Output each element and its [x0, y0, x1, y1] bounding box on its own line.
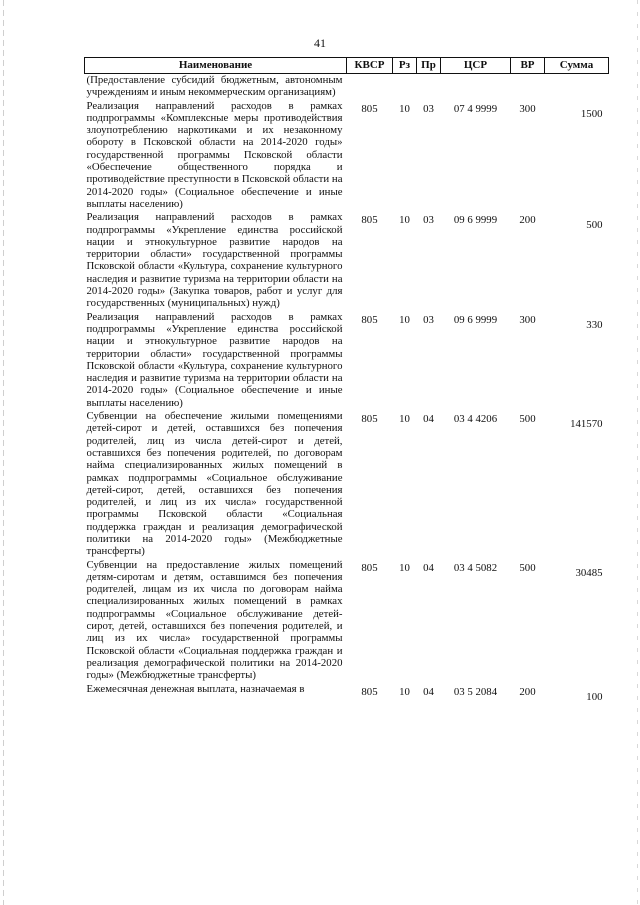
table-row [85, 100, 609, 212]
table-row [85, 211, 609, 310]
row-vr: 200 [519, 685, 536, 698]
row-pr: 03 [423, 313, 434, 326]
row-vr: 300 [519, 313, 536, 326]
row-name: Реализация направлений расходов в рамках подпрограммы «Комплексные меры противодействия злоупотреблению наркотиками и их незаконному обороту в Псковской области на 2014-2020 годы» государственной программы Псковской области «Обеспечение общественного порядка и противодействие преступности в Псковской области на 2014-2020 годы» (Социальное обеспечение и иные выплаты населению) [86, 99, 343, 210]
row-rz [393, 74, 417, 100]
row-name: Реализация направлений расходов в рамках подпрограммы «Укрепление единства российской нации и этнокультурное развитие народов на территории области» государственной программы Псковской области «Культура, сохранение культурного наследия и развитие туризма на территории области на 2014-2020 годы» (Закупка товаров, работ и услуг для государственных (муниципальных) нужд) [86, 211, 343, 310]
row-csr: 07 4 9999 [453, 102, 498, 115]
scan-right-edge [637, 0, 638, 905]
row-rz: 10 [399, 313, 410, 326]
row-pr: 04 [423, 685, 434, 698]
row-rz: 10 [399, 102, 410, 115]
row-csr: 03 4 4206 [453, 413, 498, 426]
row-name: Ежемесячная денежная выплата, назначаемая в [86, 682, 305, 695]
row-kvsr: 805 [361, 561, 378, 574]
row-name: Субвенции на предоставление жилых помещений детям-сиротам и детям, оставшимся без попечения родителей, лицам из их числа по договорам найма специализированных жилых помещений в рамках подпрограммы «Социальное обслуживание детей-сирот, детей, оставшихся без попечения родителей, и лиц из их числа» государственной программы Псковской области «Социальная поддержка граждан и реализация демографической политики на 2014-2020 годы» (Межбюджетные трансферты) [86, 558, 343, 682]
row-sum: 30485 [575, 566, 603, 579]
table-row [85, 559, 609, 683]
row-rz: 10 [399, 561, 410, 574]
row-sum [545, 74, 609, 100]
scan-left-edge [3, 0, 4, 905]
row-kvsr [347, 74, 393, 100]
row-rz: 10 [399, 214, 410, 227]
header-vr: ВР [511, 58, 545, 74]
row-rz: 10 [399, 685, 410, 698]
row-name: Реализация направлений расходов в рамках подпрограммы «Укрепление единства российской нации и этнокультурное развитие народов на территории области» государственной программы Псковской области «Культура, сохранение культурного наследия и развитие туризма на территории области на 2014-2020 годы» (Социальное обеспечение и иные выплаты населению) [86, 310, 343, 409]
row-kvsr: 805 [361, 685, 378, 698]
header-name: Наименование [85, 58, 347, 74]
row-csr: 09 6 9999 [453, 313, 498, 326]
row-pr [417, 74, 441, 100]
table-row [85, 74, 609, 100]
page-number: 41 [314, 36, 326, 50]
row-sum: 330 [586, 318, 603, 331]
row-sum: 500 [586, 219, 603, 232]
header-rz: Рз [393, 58, 417, 74]
row-vr: 500 [519, 413, 536, 426]
row-csr [441, 74, 511, 100]
header-kvsr: КВСР [347, 58, 393, 74]
row-vr [511, 74, 545, 100]
header-pr: Пр [417, 58, 441, 74]
row-kvsr: 805 [361, 102, 378, 115]
table-header-row [85, 58, 609, 74]
row-kvsr: 805 [361, 413, 378, 426]
header-sum: Сумма [545, 58, 609, 74]
row-pr: 03 [423, 214, 434, 227]
row-sum: 100 [586, 690, 603, 703]
row-name: Субвенции на обеспечение жилыми помещениями детей-сирот и детей, оставшихся без попечения родителей, лиц из числа детей-сирот и детей, оставшихся без попечения родителей, по договорам найма специализированных жилых помещений в рамках подпрограммы «Социальное обслуживание детей-сирот, детей, оставшихся без попечения родителей, и лиц из их числа» государственной программы Псковской области «Социальная поддержка граждан и реализация демографической политики на 2014-2020 годы» (Межбюджетные трансферты) [86, 410, 343, 558]
row-kvsr: 805 [361, 313, 378, 326]
budget-table [84, 57, 609, 704]
row-csr: 09 6 9999 [453, 214, 498, 227]
table-row [85, 683, 609, 704]
table-row [85, 311, 609, 410]
row-rz: 10 [399, 413, 410, 426]
row-vr: 200 [519, 214, 536, 227]
row-vr: 300 [519, 102, 536, 115]
row-csr: 03 4 5082 [453, 561, 498, 574]
row-sum: 141570 [570, 418, 603, 431]
header-csr: ЦСР [441, 58, 511, 74]
row-name: (Предоставление субсидий бюджетным, автономным учреждениям и иным некоммерческим организациям) [86, 74, 343, 99]
row-sum: 1500 [580, 107, 603, 120]
table-row [85, 410, 609, 559]
row-csr: 03 5 2084 [453, 685, 498, 698]
row-pr: 03 [423, 102, 434, 115]
row-kvsr: 805 [361, 214, 378, 227]
row-pr: 04 [423, 413, 434, 426]
row-pr: 04 [423, 561, 434, 574]
row-vr: 500 [519, 561, 536, 574]
